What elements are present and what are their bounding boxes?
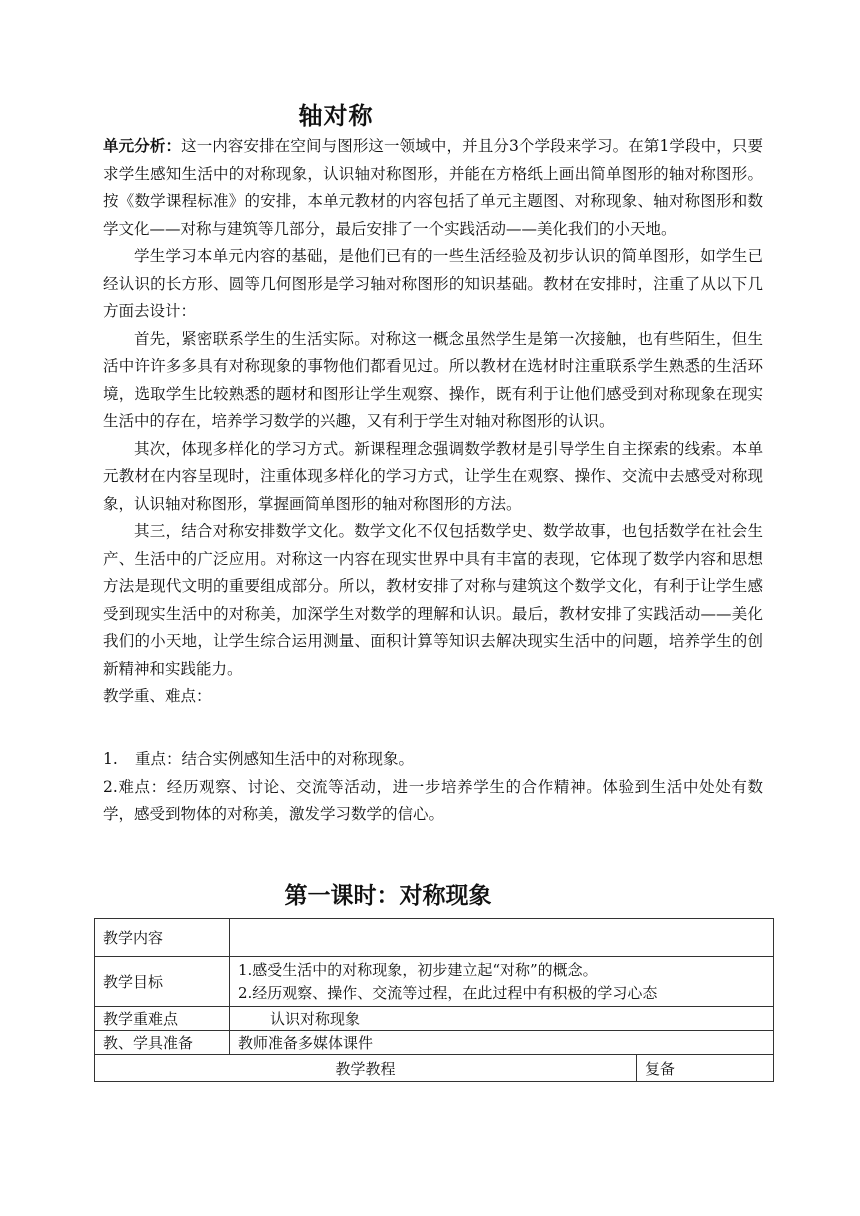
table-row-difficulty xyxy=(95,1007,774,1031)
content-value xyxy=(230,919,774,957)
table-row-goals xyxy=(95,957,774,1007)
unit-analysis-paragraph-2: 学生学习本单元内容的基础，是他们已有的一些生活经验及初步认识的简单图形，如学生已经认识的长方形、圆等几何图形是学习轴对称图形的知识基础。教材在安排时，注重了从以下几方面去设计： xyxy=(103,247,763,320)
lesson-plan-table xyxy=(94,918,774,1082)
goal-item-2: 2.经历观察、操作、交流等过程，在此过程中有积极的学习心态 xyxy=(238,983,658,1002)
unit-analysis-lead: 单元分析： xyxy=(103,137,182,155)
table-row-content xyxy=(95,919,774,957)
process-label: 教学教程 xyxy=(95,1055,637,1082)
goal-values xyxy=(230,957,774,1007)
unit-analysis-paragraph-4: 其次，体现多样化的学习方式。新课程理念强调数学教材是引导学生自主探索的线索。本单元教材在内容呈现时，注重体现多样化的学习方式，让学生在观察、操作、交流中去感受对称现象，认识轴对称图形，掌握画简单图形的轴对称图形的方法。 xyxy=(103,439,763,513)
goal-label: 教学目标 xyxy=(95,957,230,1007)
content-label: 教学内容 xyxy=(95,919,230,957)
prep-value: 教师准备多媒体课件 xyxy=(230,1031,774,1055)
review-label: 复备 xyxy=(637,1055,774,1082)
key-points-heading: 教学重、难点： xyxy=(103,687,212,705)
difficulty-value: 认识对称现象 xyxy=(230,1007,774,1031)
unit-analysis-text-1: 这一内容安排在空间与图形这一领域中，并且分3个学段来学习。在第1学段中，只要求学生感知生活中的对称现象，认识轴对称图形，并能在方格纸上画出简单图形的轴对称图形。按《数学课程标准》的安排，本单元教材的内容包括了单元主题图、对称现象、轴对称图形和数学文化——对称与建筑等几部分，最后安排了一个实践活动——美化我们的小天地。 xyxy=(103,137,763,238)
unit-analysis-paragraph-1 xyxy=(103,133,763,243)
lesson-title: 第一课时：对称现象 xyxy=(284,883,492,909)
key-point-item-2: 2.难点：经历观察、讨论、交流等活动，进一步培养学生的合作精神。体验到生活中处处有数学，感受到物体的对称美，激发学习数学的信心。 xyxy=(103,777,763,823)
unit-analysis-paragraph-5: 其三，结合对称安排数学文化。数学文化不仅包括数学史、数学故事，也包括数学在社会生产、生活中的广泛应用。对称这一内容在现实世界中具有丰富的表现，它体现了数学内容和思想方法是现代文明的重要组成部分。所以，教材安排了对称与建筑这个数学文化，有利于让学生感受到现实生活中的对称美，加深学生对数学的理解和认识。最后，教材安排了实践活动——美化我们的小天地，让学生综合运用测量、面积计算等知识去解决现实生活中的问题，培养学生的创新精神和实践能力。 xyxy=(103,522,763,678)
goal-item-1: 1.感受生活中的对称现象，初步建立起“对称”的概念。 xyxy=(238,960,598,979)
prep-label: 教、学具准备 xyxy=(95,1031,230,1055)
key-point-item-1-number: 1. xyxy=(103,750,118,768)
unit-analysis-paragraph-3: 首先，紧密联系学生的生活实际。对称这一概念虽然学生是第一次接触，也有些陌生，但生活中许许多多具有对称现象的事物他们都看见过。所以教材在选材时注重联系学生熟悉的生活环境，选取学生比较熟悉的题材和图形让学生观察、操作，既有利于让他们感受到对称现象在现实生活中的存在，培养学习数学的兴趣，又有利于学生对轴对称图形的认识。 xyxy=(103,329,763,430)
table-row-prep xyxy=(95,1031,774,1055)
key-point-item-1-text: 重点：结合实例感知生活中的对称现象。 xyxy=(135,750,415,768)
unit-analysis-section xyxy=(103,133,763,711)
table-row-process xyxy=(95,1055,774,1082)
difficulty-label: 教学重难点 xyxy=(95,1007,230,1031)
key-points-list xyxy=(103,746,763,829)
key-point-item-1 xyxy=(103,746,763,774)
document-title: 轴对称 xyxy=(298,102,374,130)
